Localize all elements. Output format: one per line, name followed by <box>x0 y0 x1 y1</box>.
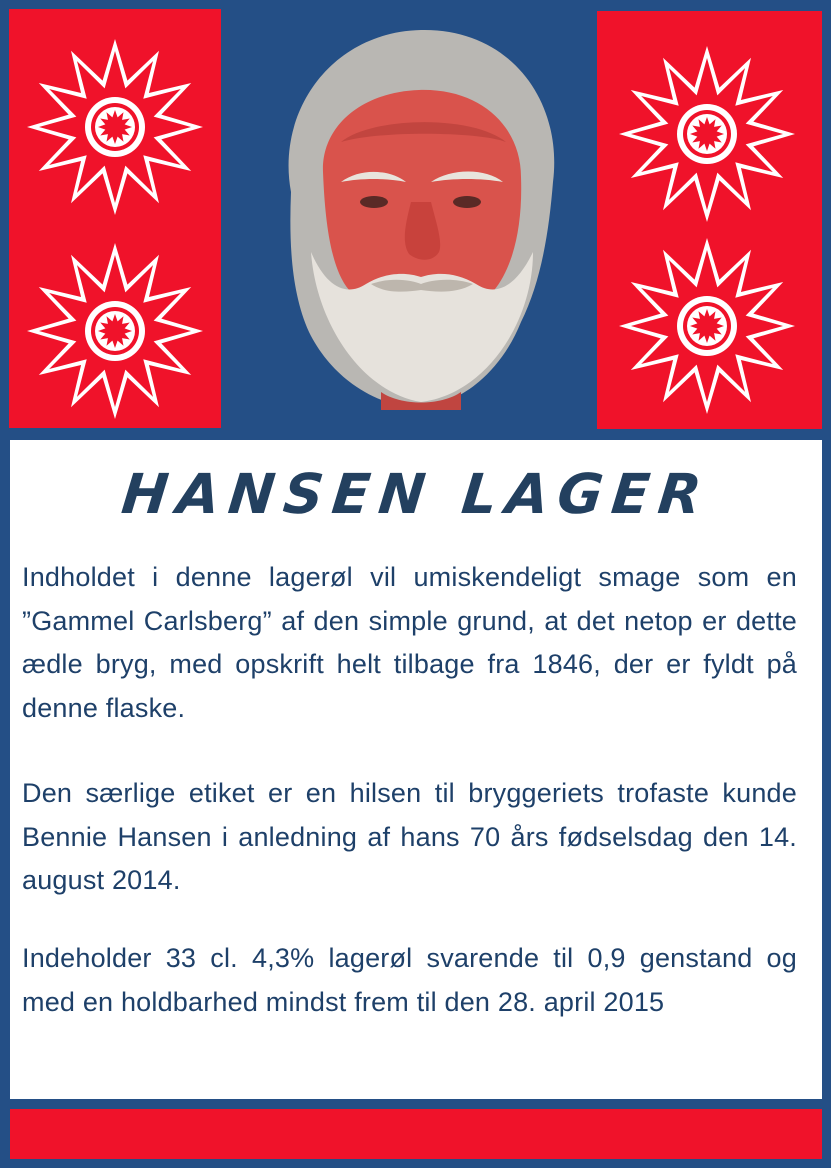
text-panel <box>10 440 822 1099</box>
star-emblem-icon <box>619 46 795 222</box>
description-paragraph-1: Indholdet i denne lagerøl vil umiskendeligt smage som en ”Gammel Carlsberg” af den simple grund, at det netop er dette ædle bryg, med opskrift helt tilbage fra 1846, der er fyldt på denne flaske. <box>22 562 797 723</box>
right-star-graphics <box>597 11 822 429</box>
bottom-red-bar <box>10 1109 822 1159</box>
right-star-panel <box>597 11 822 429</box>
description-paragraph-2: Den særlige etiket er en hilsen til bryggeriets trofaste kunde Bennie Hansen i anledning af hans 70 års fødselsdag den 14. august 2014. <box>22 778 797 895</box>
star-emblem-icon <box>27 39 203 215</box>
left-star-graphics <box>9 9 221 428</box>
left-star-panel <box>9 9 221 428</box>
description-paragraph-3: Indeholder 33 cl. 4,3% lagerøl svarende til 0,9 genstand og med en holdbarhed mindst frem til den 28. april 2015 <box>22 943 797 1017</box>
portrait-image <box>271 22 563 410</box>
star-emblem-icon <box>619 238 795 414</box>
star-emblem-icon <box>27 243 203 419</box>
label-title: HANSEN LAGER <box>118 462 714 526</box>
